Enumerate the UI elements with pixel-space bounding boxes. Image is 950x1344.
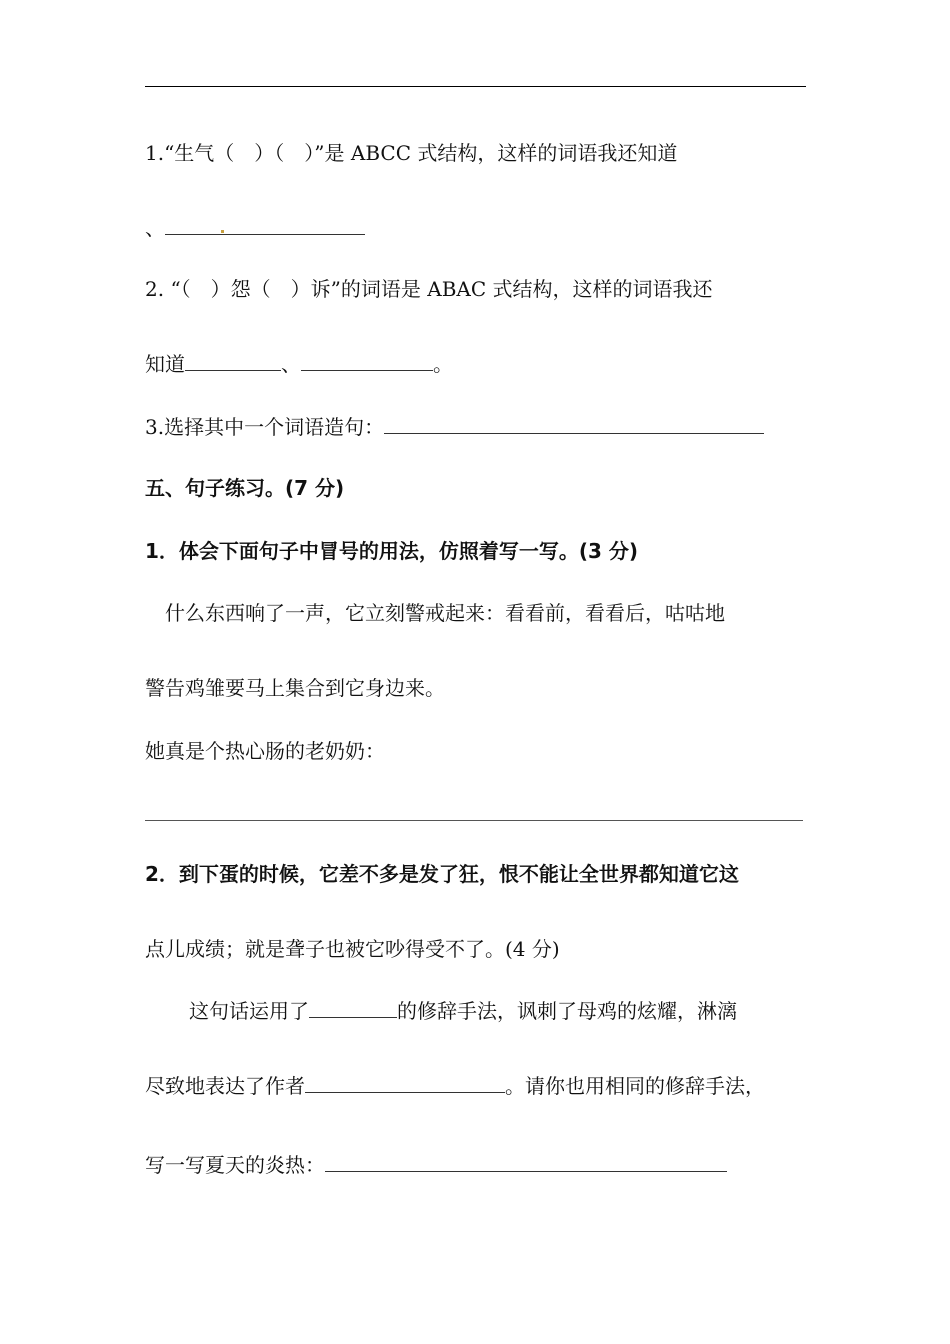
s5-q2-fill-a1: 这句话运用了 <box>189 999 309 1023</box>
q4-item-2-sep: 、 <box>281 352 301 376</box>
q4-item-1 <box>145 139 677 167</box>
q4-item-2-text: 2. “（ ）怨（ ）诉”的词语是 ABAC 式结构，这样的词语我还 <box>145 277 713 301</box>
s5-q2-fill-c <box>145 1151 727 1179</box>
ink-dot <box>221 230 224 233</box>
s5-q2-fill-b2: 。请你也用相同的修辞手法， <box>505 1074 765 1098</box>
s5-q1-text-span: 1．体会下面句子中冒号的用法，仿照着写一写。(3 分) <box>145 539 639 563</box>
q4-item-1-blank[interactable] <box>165 214 365 235</box>
q4-item-1-cont <box>145 214 365 242</box>
s5-q2-text-b: 点儿成绩；就是聋子也被它吵得受不了。(4 分) <box>145 937 560 961</box>
s5-q2-blank-1[interactable] <box>309 997 397 1018</box>
q4-item-2-blank-2[interactable] <box>301 350 433 371</box>
q4-item-3 <box>145 413 764 441</box>
s5-q2-text-a <box>145 860 739 888</box>
s5-q1-example-a: 什么东西响了一声，它立刻警戒起来：看看前，看看后，咕咕地 <box>165 601 725 625</box>
s5-q1-answer-line[interactable] <box>145 820 803 821</box>
s5-q2-blank-2[interactable] <box>305 1072 505 1093</box>
s5-q2-fill-c1: 写一写夏天的炎热： <box>145 1153 325 1177</box>
s5-q1-example-b: 警告鸡雏要马上集合到它身边来。 <box>145 676 445 700</box>
s5-q1-prompt: 她真是个热心肠的老奶奶： <box>145 739 385 763</box>
s5-q2-fill-a2: 的修辞手法，讽刺了母鸡的炫耀，淋漓 <box>397 999 737 1023</box>
s5-q2-fill-b <box>145 1072 765 1100</box>
q4-item-1-cont-text: 、 <box>145 216 165 240</box>
q4-item-1-text: 1.“生气（ ）（ ）”是 ABCC 式结构，这样的词语我还知道 <box>145 141 678 165</box>
s5-q2-text-a-span: 2．到下蛋的时候，它差不多是发了狂，恨不能让全世界都知道它这 <box>145 862 739 886</box>
section-5-heading: 五、句子练习。(7 分) <box>145 476 345 500</box>
header-rule <box>145 86 806 87</box>
q4-item-2-cont <box>145 350 453 378</box>
q4-item-2-cont-a: 知道 <box>145 352 185 376</box>
q4-item-2 <box>145 275 713 303</box>
q4-item-2-blank-1[interactable] <box>185 350 281 371</box>
s5-q2-fill-a <box>189 997 737 1025</box>
s5-q2-blank-3[interactable] <box>325 1151 727 1172</box>
s5-q1-text <box>145 537 638 565</box>
q4-item-3-text: 3.选择其中一个词语造句： <box>145 415 385 439</box>
s5-q2-fill-b1: 尽致地表达了作者 <box>145 1074 305 1098</box>
q4-item-3-blank[interactable] <box>384 413 764 434</box>
q4-item-2-end: 。 <box>433 352 453 376</box>
